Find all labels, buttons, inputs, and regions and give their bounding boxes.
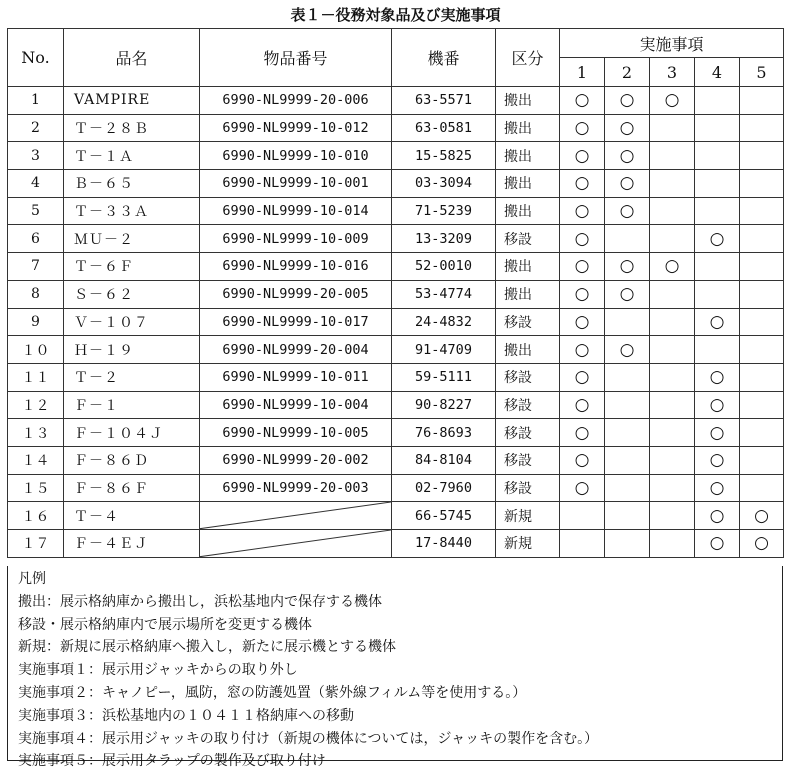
header-action-5: 5	[740, 58, 784, 87]
row-part-no: 6990-NL9999-20-005	[200, 280, 392, 308]
table-row	[8, 142, 784, 170]
row-category: 搬出	[496, 280, 560, 308]
row-action-3-mark: ○	[650, 253, 695, 281]
row-action-5-mark	[740, 225, 784, 253]
row-category: 搬出	[496, 170, 560, 198]
row-category: 新規	[496, 530, 560, 558]
row-machine-no: 03-3094	[392, 170, 496, 198]
header-action-1: 1	[560, 58, 605, 87]
row-no: 3	[8, 142, 64, 170]
row-machine-no: 63-5571	[392, 87, 496, 115]
row-part-no: 6990-NL9999-10-014	[200, 197, 392, 225]
row-action-2-mark	[605, 308, 650, 336]
table-row	[8, 391, 784, 419]
row-action-3-mark	[650, 419, 695, 447]
header-actions: 実施事項	[560, 29, 784, 58]
row-action-4-mark	[695, 280, 740, 308]
row-no: 1	[8, 87, 64, 115]
row-action-2-mark: ○	[605, 336, 650, 364]
row-no: １４	[8, 446, 64, 474]
row-action-4-mark: ○	[695, 502, 740, 530]
row-action-1-mark: ○	[560, 114, 605, 142]
row-action-4-mark: ○	[695, 419, 740, 447]
row-action-3-mark	[650, 197, 695, 225]
row-action-1-mark: ○	[560, 363, 605, 391]
table-row	[8, 530, 784, 558]
row-action-3-mark	[650, 502, 695, 530]
row-part-no-empty	[200, 502, 392, 530]
row-category: 移設	[496, 225, 560, 253]
row-name: Ｆ－４ＥＪ	[64, 530, 200, 558]
row-name: Ｈ－１９	[64, 336, 200, 364]
row-action-3-mark	[650, 363, 695, 391]
row-action-5-mark	[740, 87, 784, 115]
row-action-4-mark	[695, 114, 740, 142]
table-row	[8, 474, 784, 502]
row-action-5-mark	[740, 280, 784, 308]
row-action-2-mark: ○	[605, 197, 650, 225]
row-part-no-empty	[200, 530, 392, 558]
row-part-no: 6990-NL9999-10-010	[200, 142, 392, 170]
table-row	[8, 502, 784, 530]
row-part-no: 6990-NL9999-10-012	[200, 114, 392, 142]
row-action-2-mark: ○	[605, 142, 650, 170]
table-row	[8, 280, 784, 308]
header-action-2: 2	[605, 58, 650, 87]
row-machine-no: 24-4832	[392, 308, 496, 336]
row-name: Ｔ－６Ｆ	[64, 253, 200, 281]
row-action-5-mark: ○	[740, 502, 784, 530]
row-part-no: 6990-NL9999-20-004	[200, 336, 392, 364]
row-action-4-mark	[695, 170, 740, 198]
row-action-2-mark: ○	[605, 87, 650, 115]
row-action-2-mark	[605, 225, 650, 253]
legend-line: 実施事項１：展示用ジャッキからの取り外し	[18, 662, 298, 679]
header-name: 品名	[64, 29, 200, 87]
row-name: Ｔ－１Ａ	[64, 142, 200, 170]
row-part-no: 6990-NL9999-20-003	[200, 474, 392, 502]
table-body	[8, 87, 784, 558]
row-part-no: 6990-NL9999-10-011	[200, 363, 392, 391]
row-action-3-mark	[650, 530, 695, 558]
row-action-4-mark: ○	[695, 363, 740, 391]
row-no: 7	[8, 253, 64, 281]
row-part-no: 6990-NL9999-10-017	[200, 308, 392, 336]
diagonal-slash	[200, 502, 391, 529]
row-action-3-mark	[650, 142, 695, 170]
table-row	[8, 308, 784, 336]
row-part-no: 6990-NL9999-20-006	[200, 87, 392, 115]
row-category: 移設	[496, 474, 560, 502]
row-machine-no: 15-5825	[392, 142, 496, 170]
row-category: 移設	[496, 446, 560, 474]
row-action-3-mark	[650, 280, 695, 308]
row-category: 搬出	[496, 336, 560, 364]
row-action-5-mark	[740, 363, 784, 391]
row-action-2-mark	[605, 502, 650, 530]
row-name: ＭＵ－２	[64, 225, 200, 253]
header-category: 区分	[496, 29, 560, 87]
row-action-5-mark	[740, 142, 784, 170]
row-no: １２	[8, 391, 64, 419]
row-machine-no: 59-5111	[392, 363, 496, 391]
row-no: １６	[8, 502, 64, 530]
row-action-2-mark	[605, 363, 650, 391]
header-no: No.	[8, 29, 64, 87]
row-action-2-mark	[605, 530, 650, 558]
row-machine-no: 90-8227	[392, 391, 496, 419]
row-action-2-mark	[605, 419, 650, 447]
row-action-1-mark: ○	[560, 280, 605, 308]
table-row	[8, 197, 784, 225]
row-no: 6	[8, 225, 64, 253]
row-action-1-mark: ○	[560, 419, 605, 447]
row-machine-no: 13-3209	[392, 225, 496, 253]
legend-line: 実施事項４：展示用ジャッキの取り付け（新規の機体については，ジャッキの製作を含む。）	[18, 730, 599, 747]
row-action-5-mark	[740, 336, 784, 364]
table-row	[8, 419, 784, 447]
row-action-3-mark	[650, 114, 695, 142]
row-name: Ｆ－８６Ｄ	[64, 446, 200, 474]
row-action-5-mark	[740, 391, 784, 419]
row-category: 移設	[496, 419, 560, 447]
row-action-2-mark: ○	[605, 280, 650, 308]
row-name: Ｔ－２８Ｂ	[64, 114, 200, 142]
row-machine-no: 02-7960	[392, 474, 496, 502]
row-no: １３	[8, 419, 64, 447]
row-action-1-mark: ○	[560, 87, 605, 115]
row-part-no: 6990-NL9999-10-016	[200, 253, 392, 281]
row-no: １０	[8, 336, 64, 364]
row-machine-no: 76-8693	[392, 419, 496, 447]
row-name: Ｔ－２	[64, 363, 200, 391]
row-action-1-mark: ○	[560, 170, 605, 198]
table-row	[8, 170, 784, 198]
row-action-1-mark: ○	[560, 474, 605, 502]
row-name: Ｖ－１０７	[64, 308, 200, 336]
diagonal-slash	[200, 530, 391, 557]
row-action-4-mark: ○	[695, 391, 740, 419]
row-action-5-mark	[740, 253, 784, 281]
row-action-3-mark	[650, 446, 695, 474]
row-action-5-mark	[740, 170, 784, 198]
row-part-no: 6990-NL9999-10-004	[200, 391, 392, 419]
row-name: Ｆ－１０４Ｊ	[64, 419, 200, 447]
row-action-3-mark	[650, 474, 695, 502]
row-category: 移設	[496, 308, 560, 336]
row-action-1-mark: ○	[560, 446, 605, 474]
row-action-3-mark	[650, 336, 695, 364]
row-no: 4	[8, 170, 64, 198]
row-no: １１	[8, 363, 64, 391]
row-action-4-mark: ○	[695, 530, 740, 558]
legend-line: 実施事項３：浜松基地内の１０４１１格納庫への移動	[18, 707, 354, 724]
row-no: 2	[8, 114, 64, 142]
table-row	[8, 446, 784, 474]
row-action-2-mark	[605, 474, 650, 502]
header-action-4: 4	[695, 58, 740, 87]
row-action-5-mark	[740, 197, 784, 225]
legend-line: 搬出：展示格納庫から搬出し，浜松基地内で保存する機体	[18, 593, 382, 610]
row-name: Ｆ－８６Ｆ	[64, 474, 200, 502]
row-action-3-mark	[650, 391, 695, 419]
legend-heading: 凡例	[18, 571, 46, 587]
row-machine-no: 17-8440	[392, 530, 496, 558]
table-row	[8, 87, 784, 115]
row-machine-no: 52-0010	[392, 253, 496, 281]
table-row	[8, 336, 784, 364]
legend-line: 実施事項５：展示用タラップの製作及び取り付け	[18, 753, 326, 770]
row-action-4-mark	[695, 197, 740, 225]
table-title: 表１－役務対象品及び実施事項	[290, 6, 501, 24]
row-part-no: 6990-NL9999-10-009	[200, 225, 392, 253]
row-name: Ｔ－３３Ａ	[64, 197, 200, 225]
row-part-no: 6990-NL9999-20-002	[200, 446, 392, 474]
legend-line: 新規：新規に展示格納庫へ搬入し，新たに展示機とする機体	[18, 639, 396, 656]
row-action-2-mark: ○	[605, 114, 650, 142]
row-action-4-mark: ○	[695, 225, 740, 253]
row-action-1-mark: ○	[560, 308, 605, 336]
row-action-1-mark: ○	[560, 253, 605, 281]
row-category: 新規	[496, 502, 560, 530]
row-action-4-mark: ○	[695, 474, 740, 502]
header-part-no: 物品番号	[200, 29, 392, 87]
row-action-1-mark: ○	[560, 336, 605, 364]
row-action-4-mark	[695, 142, 740, 170]
table-row	[8, 114, 784, 142]
row-action-5-mark: ○	[740, 530, 784, 558]
row-no: 8	[8, 280, 64, 308]
row-action-5-mark	[740, 308, 784, 336]
row-name: Ｓ－６２	[64, 280, 200, 308]
row-machine-no: 53-4774	[392, 280, 496, 308]
row-no: １７	[8, 530, 64, 558]
row-action-5-mark	[740, 419, 784, 447]
row-machine-no: 91-4709	[392, 336, 496, 364]
table-row	[8, 253, 784, 281]
row-action-1-mark: ○	[560, 142, 605, 170]
row-name: VAMPIRE	[64, 87, 200, 115]
row-no: １５	[8, 474, 64, 502]
row-category: 搬出	[496, 114, 560, 142]
row-action-3-mark: ○	[650, 87, 695, 115]
table-header	[8, 29, 784, 87]
row-machine-no: 84-8104	[392, 446, 496, 474]
row-part-no: 6990-NL9999-10-005	[200, 419, 392, 447]
row-name: Ｔ－４	[64, 502, 200, 530]
row-action-5-mark	[740, 446, 784, 474]
row-action-5-mark	[740, 474, 784, 502]
row-action-2-mark	[605, 391, 650, 419]
row-category: 搬出	[496, 87, 560, 115]
legend-line: 移設・展示格納庫内で展示場所を変更する機体	[18, 616, 312, 633]
row-category: 搬出	[496, 197, 560, 225]
row-action-4-mark	[695, 87, 740, 115]
row-category: 搬出	[496, 142, 560, 170]
legend-line: 実施事項２：キャノピー，風防，窓の防護処置（紫外線フィルム等を使用する。）	[18, 684, 527, 701]
row-machine-no: 63-0581	[392, 114, 496, 142]
row-machine-no: 66-5745	[392, 502, 496, 530]
row-action-5-mark	[740, 114, 784, 142]
row-action-2-mark: ○	[605, 170, 650, 198]
row-action-1-mark: ○	[560, 391, 605, 419]
header-machine-no: 機番	[392, 29, 496, 87]
row-action-1-mark	[560, 530, 605, 558]
row-category: 移設	[496, 391, 560, 419]
row-action-4-mark	[695, 336, 740, 364]
row-action-1-mark	[560, 502, 605, 530]
row-action-4-mark: ○	[695, 446, 740, 474]
target-items-table	[7, 28, 784, 558]
row-action-3-mark	[650, 308, 695, 336]
table-row	[8, 363, 784, 391]
row-name: Ｂ－６５	[64, 170, 200, 198]
row-action-2-mark: ○	[605, 253, 650, 281]
row-name: Ｆ－１	[64, 391, 200, 419]
row-category: 移設	[496, 363, 560, 391]
row-action-3-mark	[650, 225, 695, 253]
header-action-3: 3	[650, 58, 695, 87]
row-action-1-mark: ○	[560, 225, 605, 253]
row-action-2-mark	[605, 446, 650, 474]
row-no: 9	[8, 308, 64, 336]
row-no: 5	[8, 197, 64, 225]
row-action-4-mark: ○	[695, 308, 740, 336]
row-action-1-mark: ○	[560, 197, 605, 225]
row-category: 搬出	[496, 253, 560, 281]
row-action-3-mark	[650, 170, 695, 198]
row-part-no: 6990-NL9999-10-001	[200, 170, 392, 198]
row-machine-no: 71-5239	[392, 197, 496, 225]
legend	[7, 566, 783, 770]
table-row	[8, 225, 784, 253]
row-action-4-mark	[695, 253, 740, 281]
